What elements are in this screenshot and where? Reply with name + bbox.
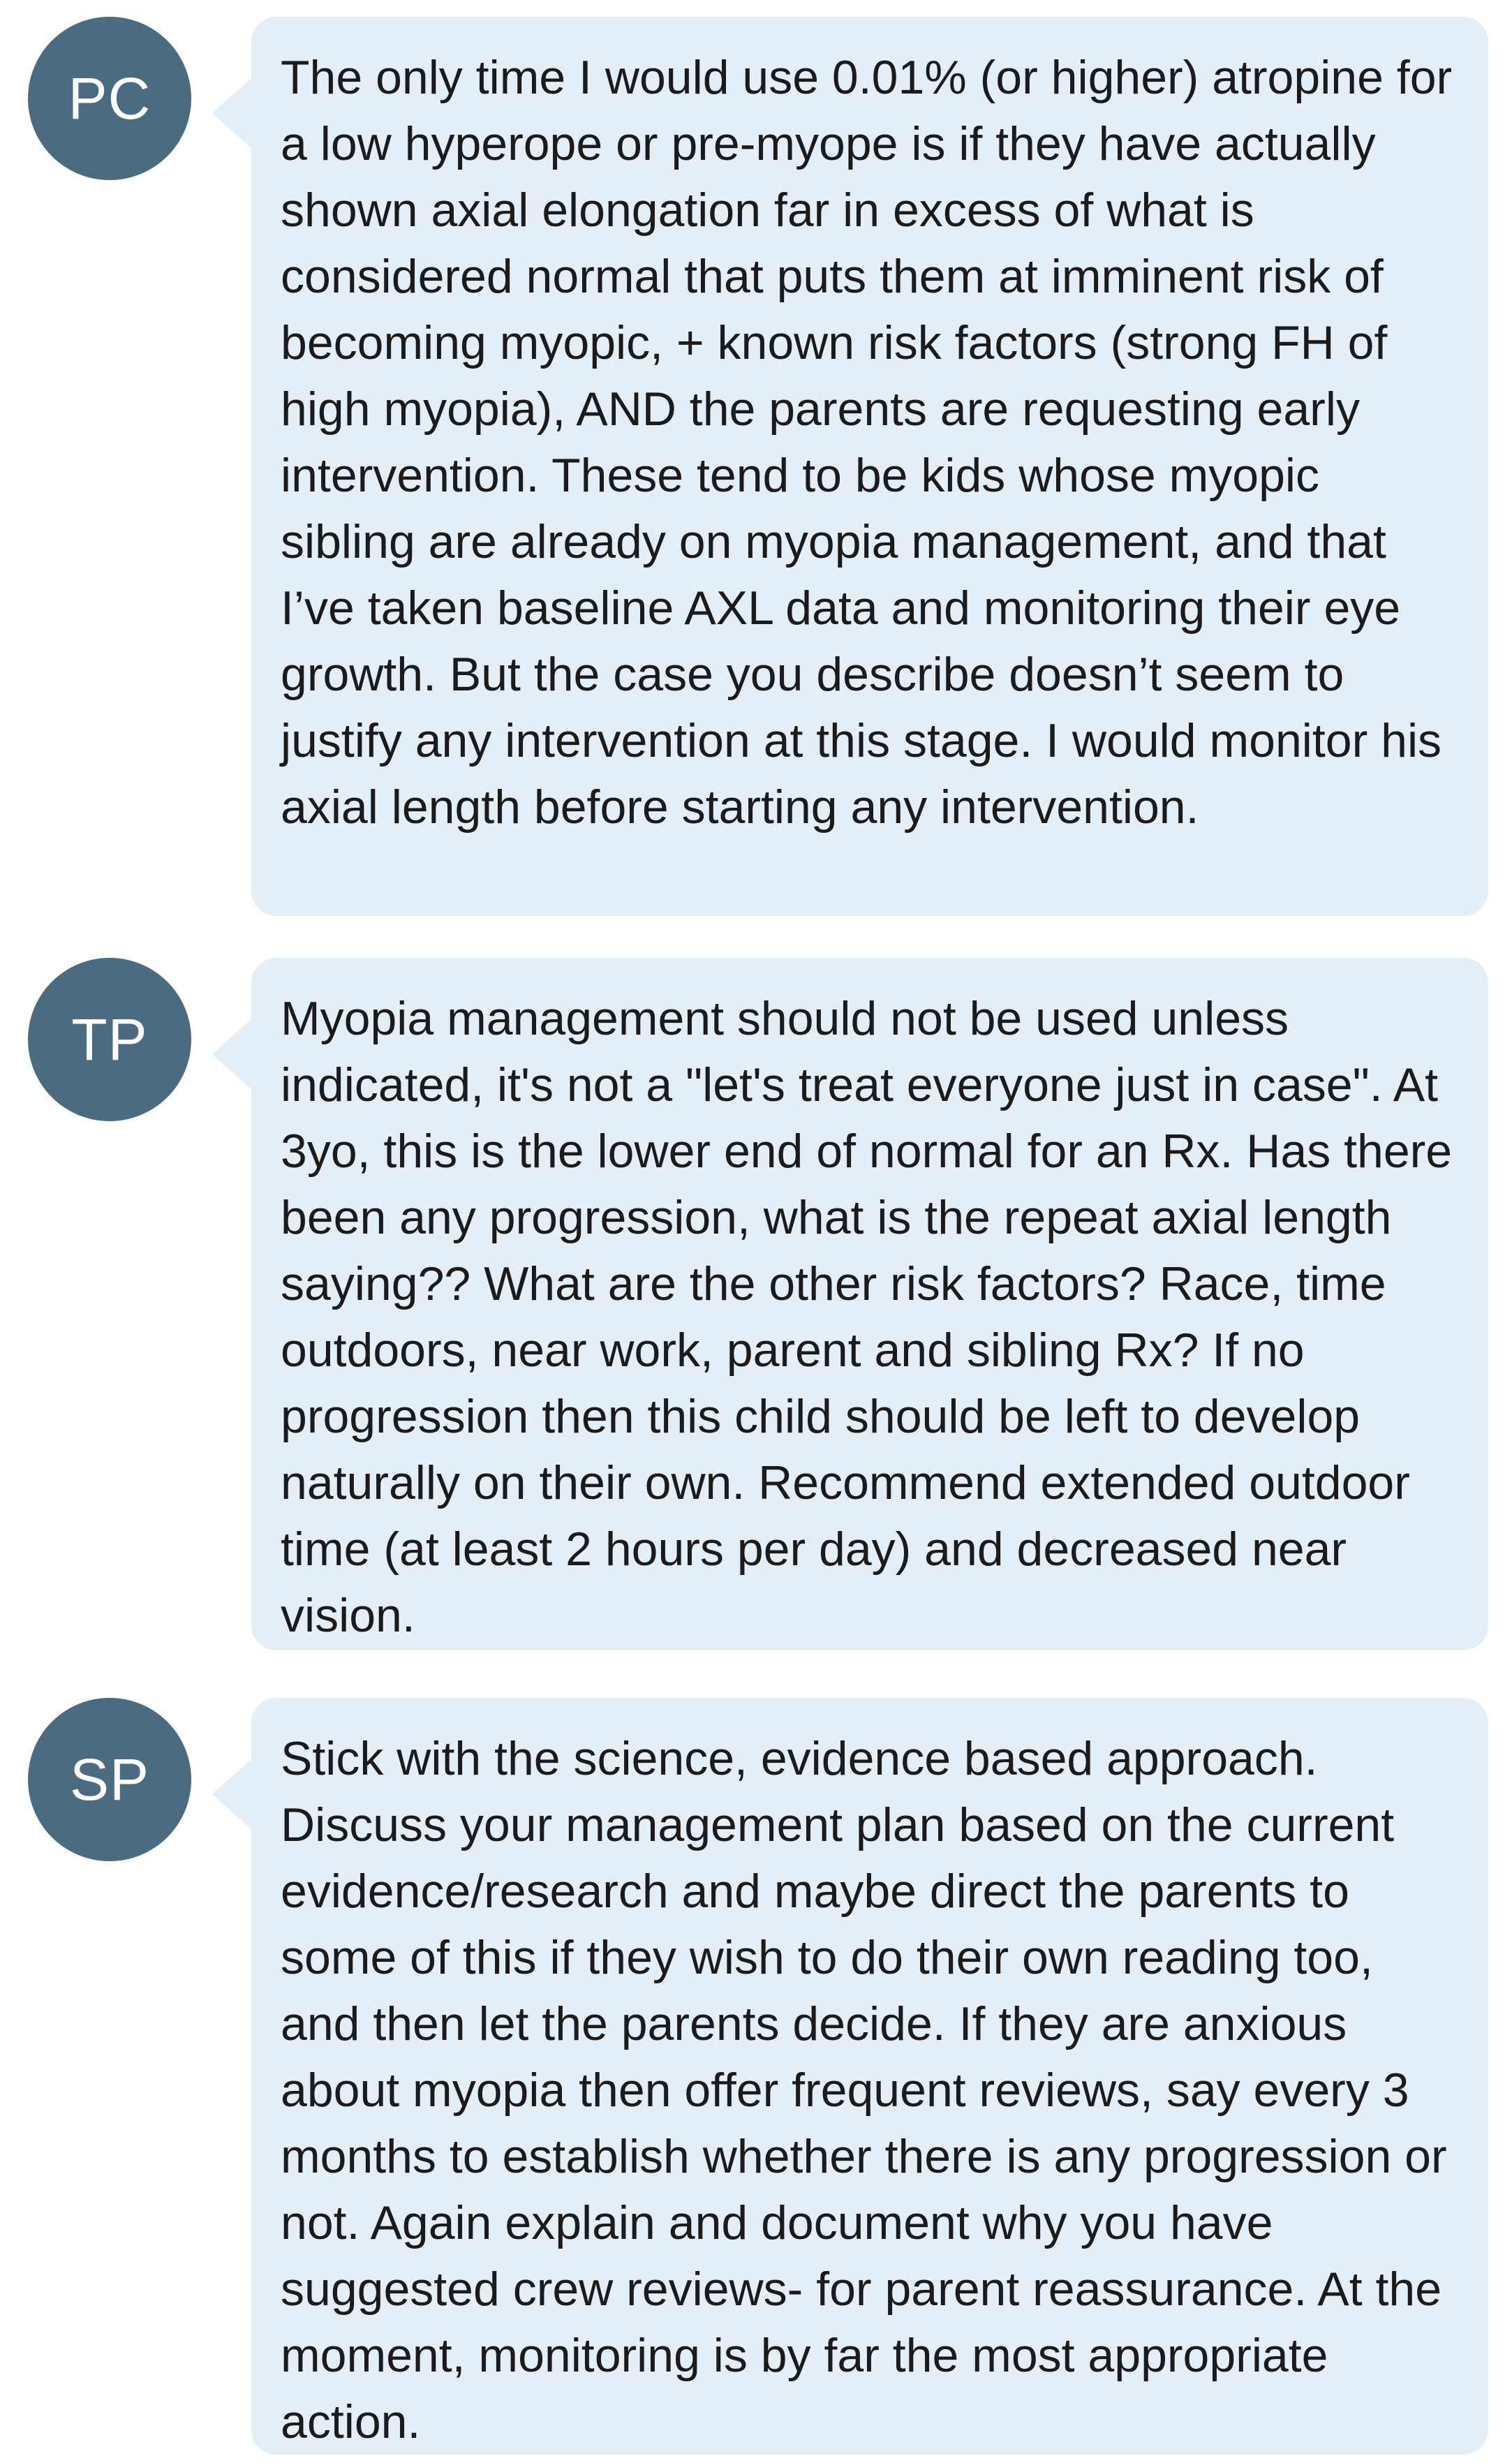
avatar-initials: PC [68,65,151,131]
message-bubble [251,1698,1488,2455]
message-text: Stick with the science, evidence based approach. Discuss your management plan based on the current evidence/research and maybe direct the parents to some of this if they wish to do their own reading too, and then let the parents decide. If they are anxious about myopia then offer frequent reviews, say every 3 months to establish whether there is any progression or not. Again explain and document why you have suggested crew reviews- for parent reassurance. At the moment, monitoring is by far the most appropriate action. [281,1732,1447,2448]
message-bubble [251,17,1488,916]
message-bubble [251,958,1488,1650]
message-text: Myopia management should not be used unless indicated, it's not a "let's treat everyone just in case". At 3yo, this is the lower end of normal for an Rx. Has there been any progression, what is the repeat axial length saying?? What are the other risk factors? Race, time outdoors, near work, parent and sibling Rx? If no progression then this child should be left to develop naturally on their own. Recommend extended outdoor time (at least 2 hours per day) and decreased near vision. [281,992,1453,1642]
avatar-initials: SP [69,1746,150,1812]
avatar [28,1698,191,1861]
avatar-initials: TP [71,1006,148,1072]
avatar [28,17,191,180]
message-text: The only time I would use 0.01% (or higher) atropine for a low hyperope or pre-myope is if they have actually shown axial elongation far in excess of what is considered normal that puts them at imminent risk of becoming myopic, + known risk factors (strong FH of high myopia), AND the parents are requesting early intervention. These tend to be kids whose myopic sibling are already on myopia management, and that I’ve taken baseline AXL data and monitoring their eye growth. But the case you describe doesn’t seem to justify any intervention at this stage. I would monitor his axial length before starting any intervention. [281,51,1453,834]
avatar [28,958,191,1121]
